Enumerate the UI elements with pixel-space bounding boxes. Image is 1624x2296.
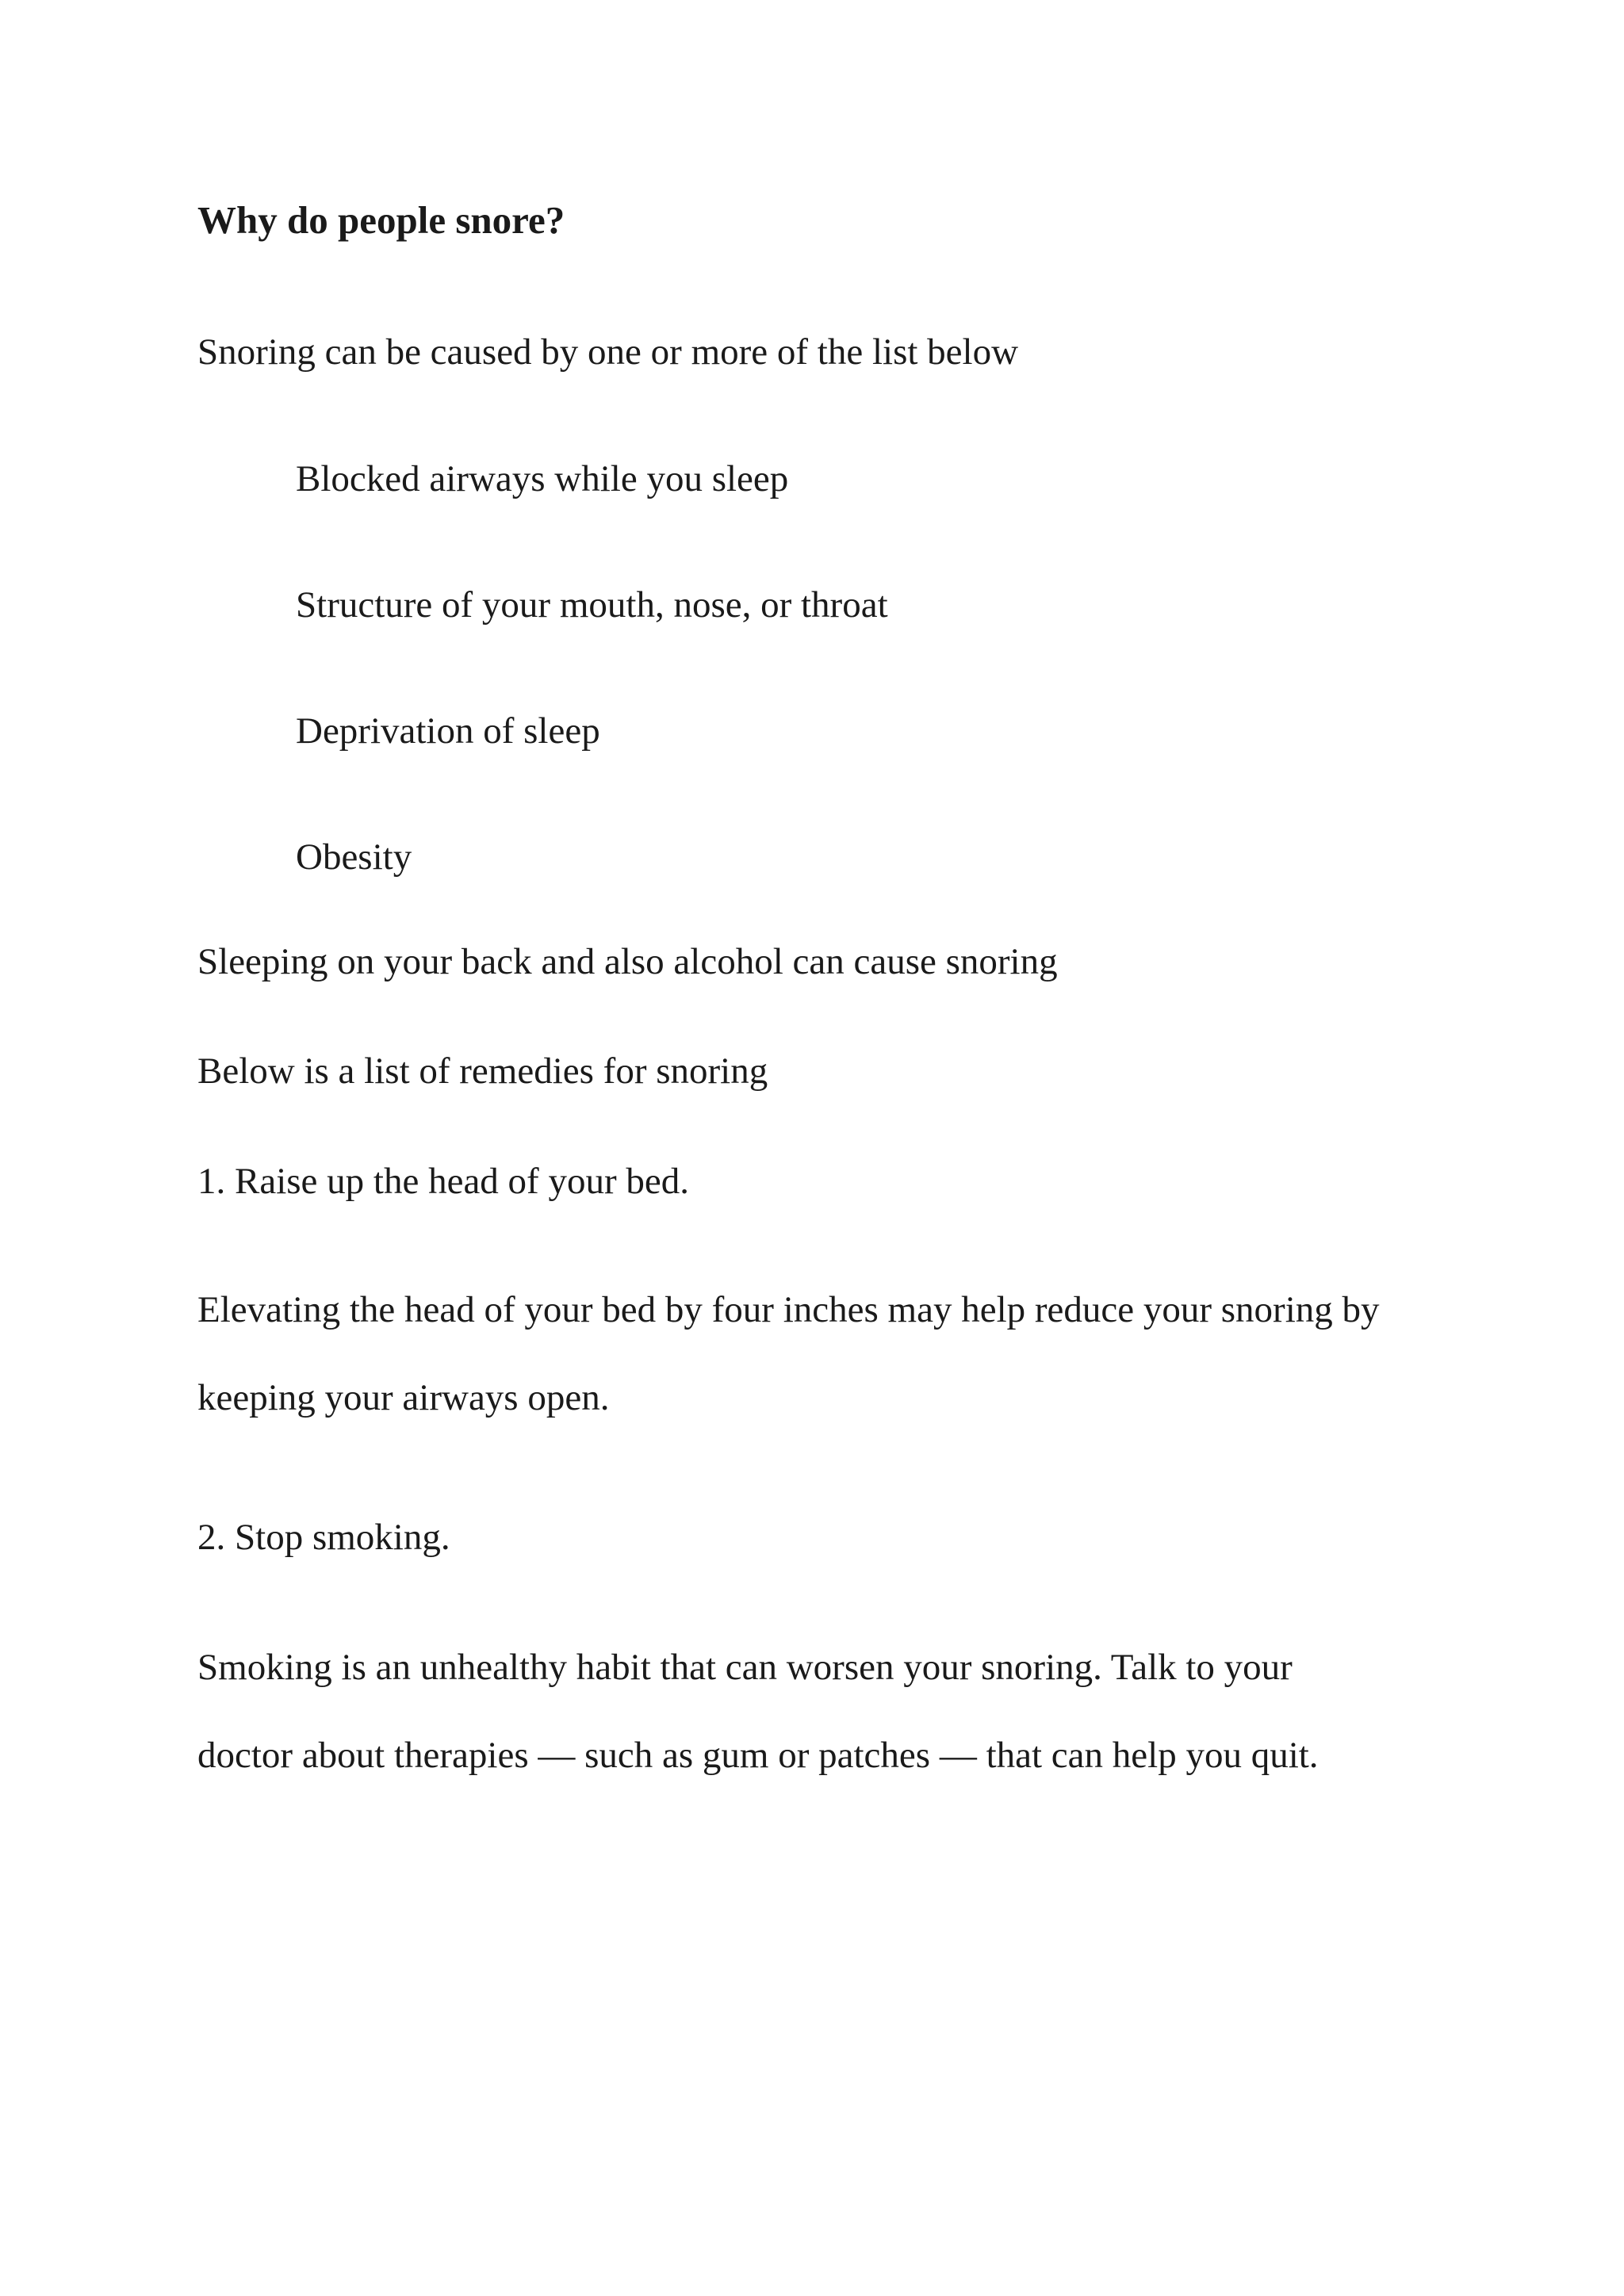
remedies-intro: Below is a list of remedies for snoring <box>197 1050 768 1092</box>
cause-item: Obesity <box>296 836 412 878</box>
note-paragraph: Sleeping on your back and also alcohol can cause snoring <box>197 941 1058 982</box>
remedy-body-line: keeping your airways open. <box>197 1377 610 1418</box>
remedy-body-line: Elevating the head of your bed by four inches may help reduce your snoring by <box>197 1289 1380 1330</box>
cause-item: Structure of your mouth, nose, or throat <box>296 584 888 626</box>
remedy-heading: 1. Raise up the head of your bed. <box>197 1161 689 1202</box>
remedy-body-line: doctor about therapies — such as gum or patches — that can help you quit. <box>197 1735 1319 1776</box>
cause-item: Deprivation of sleep <box>296 710 600 752</box>
remedy-heading: 2. Stop smoking. <box>197 1517 450 1558</box>
page-title: Why do people snore? <box>197 198 565 242</box>
cause-item: Blocked airways while you sleep <box>296 458 789 499</box>
remedy-body-line: Smoking is an unhealthy habit that can worsen your snoring. Talk to your <box>197 1647 1293 1688</box>
intro-paragraph: Snoring can be caused by one or more of the list below <box>197 331 1019 373</box>
